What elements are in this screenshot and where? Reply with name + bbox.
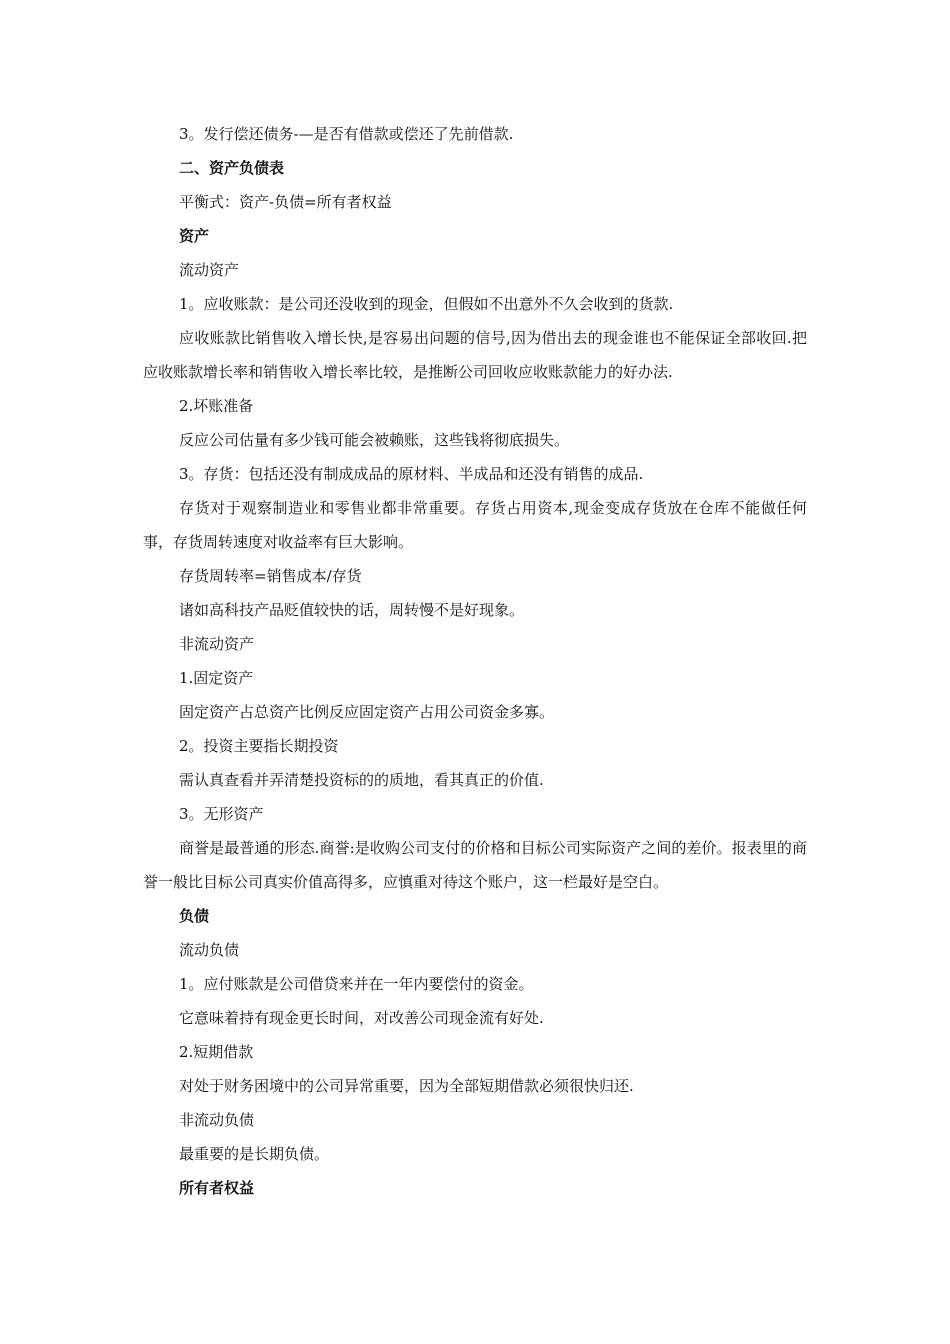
paragraph: 2.坏账准备 xyxy=(179,397,254,415)
subsection-heading: 资产 xyxy=(179,227,210,245)
paragraph: 最重要的是长期负债。 xyxy=(179,1145,330,1163)
subsection-heading: 所有者权益 xyxy=(179,1179,255,1197)
paragraph: 流动负债 xyxy=(179,941,240,959)
paragraph: 非流动负债 xyxy=(179,1111,255,1129)
paragraph: 存货周转率=销售成本/存货 xyxy=(179,567,362,585)
section-heading: 二、资产负债表 xyxy=(179,159,285,177)
paragraph: 反应公司估量有多少钱可能会被赖账，这些钱将彻底损失。 xyxy=(179,431,570,449)
paragraph: 流动资产 xyxy=(179,261,240,279)
paragraph: 3。存货：包括还没有制成成品的原材料、半成品和还没有销售的成品. xyxy=(179,465,644,483)
paragraph: 3。发行偿还债务-—是否有借款或偿还了先前借款. xyxy=(179,125,514,143)
paragraph: 1.固定资产 xyxy=(179,669,254,687)
paragraph: 1。应付账款是公司借贷来并在一年内要偿付的资金。 xyxy=(179,975,534,993)
paragraph: 1。应收账款：是公司还没收到的现金，但假如不出意外不久会收到的货款. xyxy=(179,295,674,313)
paragraph: 3。无形资产 xyxy=(179,805,264,823)
paragraph: 固定资产占总资产比例反应固定资产占用公司资金多寡。 xyxy=(179,703,555,721)
paragraph: 需认真查看并弄清楚投资标的的质地，看其真正的价值. xyxy=(179,771,544,789)
paragraph: 诸如高科技产品贬值较快的话，周转慢不是好现象。 xyxy=(179,601,525,619)
paragraph: 应收账款比销售收入增长快,是容易出问题的信号,因为借出去的现金谁也不能保证全部收回.把应收账款增长率和销售收入增长率比较，是推断公司回收应收账款能力的好办法. xyxy=(143,329,807,381)
paragraph: 2。投资主要指长期投资 xyxy=(179,737,339,755)
paragraph: 它意味着持有现金更长时间，对改善公司现金流有好处. xyxy=(179,1009,544,1027)
subsection-heading: 负债 xyxy=(179,907,210,925)
paragraph: 存货对于观察制造业和零售业都非常重要。存货占用资本,现金变成存货放在仓库不能做任何事，存货周转速度对收益率有巨大影响。 xyxy=(143,499,807,551)
paragraph: 商誉是最普通的形态.商誉:是收购公司支付的价格和目标公司实际资产之间的差价。报表里的商誉一般比目标公司真实价值高得多，应慎重对待这个账户，这一栏最好是空白。 xyxy=(143,839,807,891)
paragraph: 2.短期借款 xyxy=(179,1043,254,1061)
paragraph: 非流动资产 xyxy=(179,635,255,653)
paragraph: 平衡式：资产-负债=所有者权益 xyxy=(179,193,392,211)
document-body xyxy=(143,124,807,1212)
paragraph: 对处于财务困境中的公司异常重要，因为全部短期借款必须很快归还. xyxy=(179,1077,634,1095)
